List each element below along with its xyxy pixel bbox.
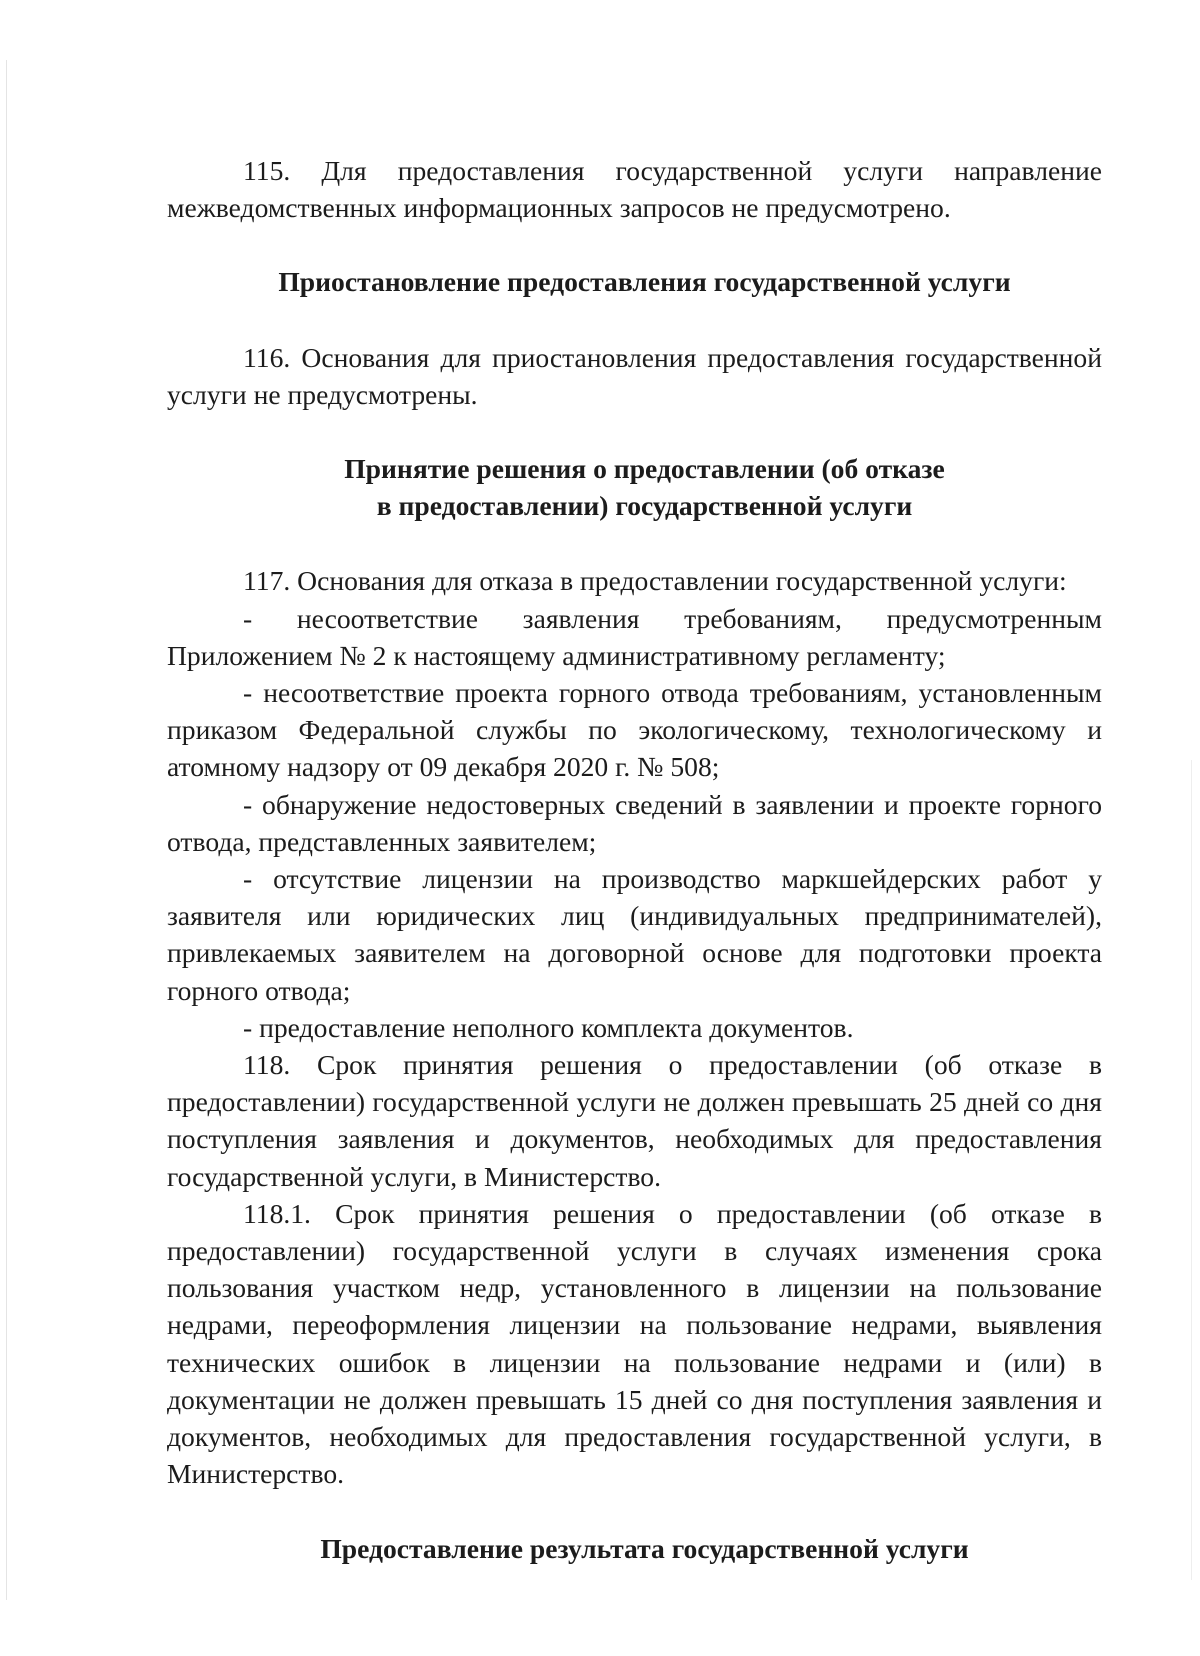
paragraph-117: 117. Основания для отказа в предоставлении государственной услуги: [243, 565, 1067, 597]
spacer [167, 524, 1102, 562]
document-body [167, 152, 1102, 1567]
list-item-117-4: - отсутствие лицензии на производство маркшейдерских работ у заявителя или юридических лиц (индивидуальных предпринимателей), привлекаемых заявителем на договорной основе для подготовки проекта горного отвода; [167, 863, 1102, 1006]
list-item-117-5: - предоставление неполного комплекта документов. [243, 1011, 854, 1043]
spacer [167, 226, 1102, 263]
heading-suspension: Приостановление предоставления государственной услуги [278, 266, 1011, 298]
scan-edge-left [6, 60, 7, 1600]
scan-edge-right [1191, 760, 1192, 1580]
paragraph-118: 118. Срок принятия решения о предоставлении (об отказе в предоставлении) государственной услуги не должен превышать 25 дней со дня поступления заявления и документов, необходимых для предоставления государственной услуги, в Министерство. [167, 1049, 1102, 1192]
paragraph-118-1: 118.1. Срок принятия решения о предоставлении (об отказе в предоставлении) государственной услуги в случаях изменения срока пользования участком недр, установленного в лицензии на пользование недрами, переоформления лицензии на пользование недрами, выявления технических ошибок в лицензии на пользование недрами и (или) в документации не должен превышать 15 дней со дня поступления заявления и документов, необходимых для предоставления государственной услуги, в Министерство. [167, 1197, 1102, 1490]
heading-decision [167, 450, 1102, 524]
spacer [167, 413, 1102, 450]
heading-decision-line-2: в предоставлении) государственной услуги [376, 490, 913, 522]
list-item-117-1: - несоответствие заявления требованиям, предусмотренным Приложением № 2 к настоящему административному регламенту; [167, 602, 1102, 671]
heading-decision-line-1: Принятие решения о предоставлении (об отказе [344, 453, 945, 485]
list-item-117-3: - обнаружение недостоверных сведений в заявлении и проекте горного отвода, представленных заявителем; [167, 788, 1102, 857]
spacer [167, 301, 1102, 339]
spacer [167, 1493, 1102, 1530]
paragraph-115: 115. Для предоставления государственной услуги направление межведомственных информационных запросов не предусмотрено. [167, 155, 1102, 224]
heading-result: Предоставление результата государственной услуги [320, 1532, 969, 1564]
paragraph-116: 116. Основания для приостановления предоставления государственной услуги не предусмотрены. [167, 341, 1102, 410]
list-item-117-2: - несоответствие проекта горного отвода требованиям, установленным приказом Федеральной службы по экологическому, технологическому и атомному надзору от 09 декабря 2020 г. № 508; [167, 677, 1102, 783]
